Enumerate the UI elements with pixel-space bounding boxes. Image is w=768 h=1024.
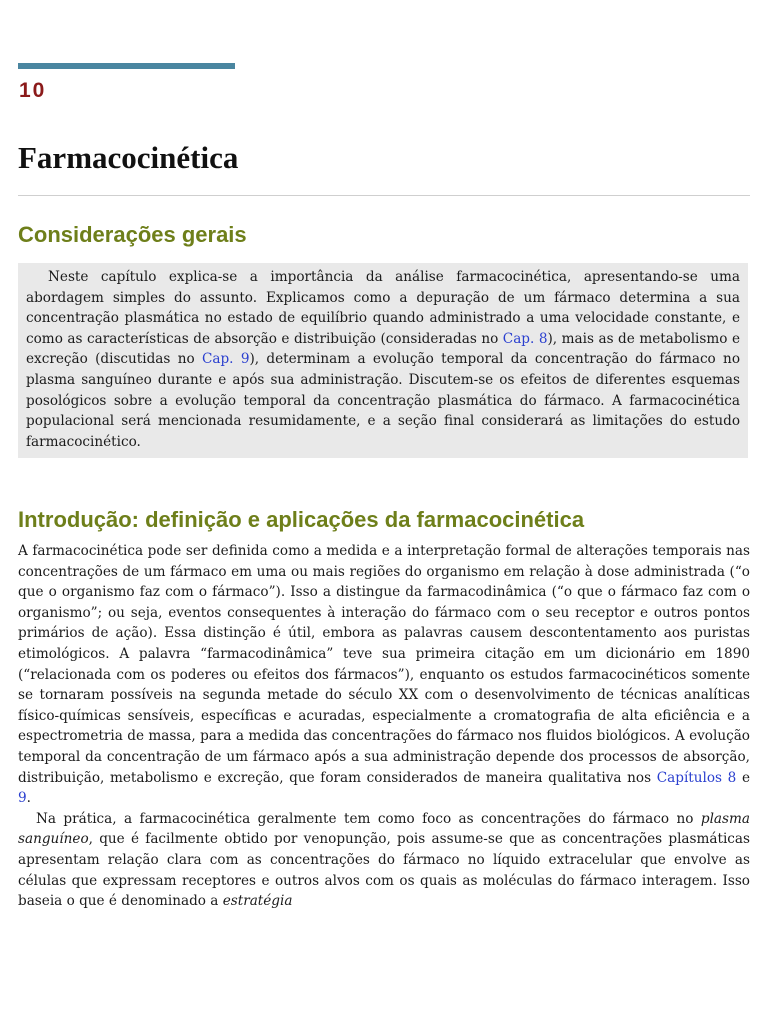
- section-heading-introduction: Introdução: definição e aplicações da farmacocinética: [18, 507, 585, 532]
- section-heading-general: Considerações gerais: [18, 222, 247, 247]
- paragraph-2-part2: , que é facilmente obtido por venopunção, pois assume-se que as concentrações plasmáticas apresentam relação clara com as concentrações do fármaco no líquido extracelular que envolve as células que expressam receptores e outros alvos com os quais as moléculas do fármaco interagem. Isso baseia o que é denominado a: [18, 831, 750, 910]
- paragraph-1: [18, 541, 750, 809]
- chapter-title: Farmacocinética: [18, 140, 239, 175]
- abstract-text-part3: ), determinam a evolução temporal da concentração do fármaco no plasma sanguíneo durante e após sua administração. Discutem-se os efeitos de diferentes esquemas posológicos sobre a evolução temporal da concentração plasmática do fármaco. A farmacocinética populacional será mencionada resumidamente, e a seção final considerará as limitações do estudo farmacocinético.: [26, 351, 741, 450]
- paragraph-2-part1: Na prática, a farmacocinética geralmente tem como foco as concentrações do fármaco no: [36, 810, 701, 827]
- paragraph-1-conjunction: e: [736, 769, 750, 786]
- link-chapters-8[interactable]: Capítulos 8: [656, 769, 737, 786]
- chapter-top-bar: [18, 63, 235, 69]
- title-divider: [18, 195, 750, 196]
- link-chapter-8[interactable]: Cap. 8: [502, 330, 548, 347]
- paragraph-1-end: .: [26, 790, 31, 807]
- abstract-text-part2: ), mais as de metabolismo e excreção (discutidas no: [26, 330, 741, 368]
- paragraph-2: [18, 809, 750, 912]
- section-body: [18, 541, 750, 912]
- abstract-text-part1: Neste capítulo explica-se a importância da análise farmacocinética, apresentando-se uma abordagem simples do assunto. Explicamos como a depuração de um fármaco determina a sua concentração plasmática no estado de equilíbrio quando administrado a uma velocidade constante, e como as características de absorção e distribuição (consideradas no: [26, 269, 740, 347]
- paragraph-1-text: A farmacocinética pode ser definida como a medida e a interpretação formal de alterações temporais nas concentrações de um fármaco em uma ou mais regiões do organismo em relação à dose administrada (“o que o organismo faz com o fármaco”). Isso a distingue da farmacodinâmica (“o que o fármaco faz com o organismo”; ou seja, eventos consequentes à interação do fármaco com o seu receptor e outros pontos primários de ação). Essa distinção é útil, embora as palavras causem descontentamento aos puristas etimológicos. A palavra “farmacodinâmica” teve sua primeira citação em um dicionário em 1890 (“relacionada com os poderes ou efeitos dos fármacos”), enquanto os estudos farmacocinéticos somente se tornaram possíveis na segunda metade do século XX com o desenvolvimento de técnicas analíticas físico-químicas sensíveis, específicas e acuradas, especialmente a cromatografia de alta eficiência e a espectrometria de massa, para a medida das concentrações do fármaco nos fluidos biológicos. A evolução temporal da concentração de um fármaco após a sua administração depende dos processos de absorção, distribuição, metabolismo e excreção, que foram considerados de maneira qualitativa nos: [18, 543, 750, 786]
- link-chapter-9[interactable]: Cap. 9: [201, 351, 250, 368]
- paragraph-2-italic-strategy: estratégia: [222, 893, 293, 910]
- paragraph-2-italic-plasma: plasma sanguíneo: [18, 810, 750, 848]
- chapter-number: 10: [19, 79, 47, 102]
- link-chapters-9[interactable]: 9: [18, 790, 27, 807]
- chapter-abstract-box: [18, 263, 748, 458]
